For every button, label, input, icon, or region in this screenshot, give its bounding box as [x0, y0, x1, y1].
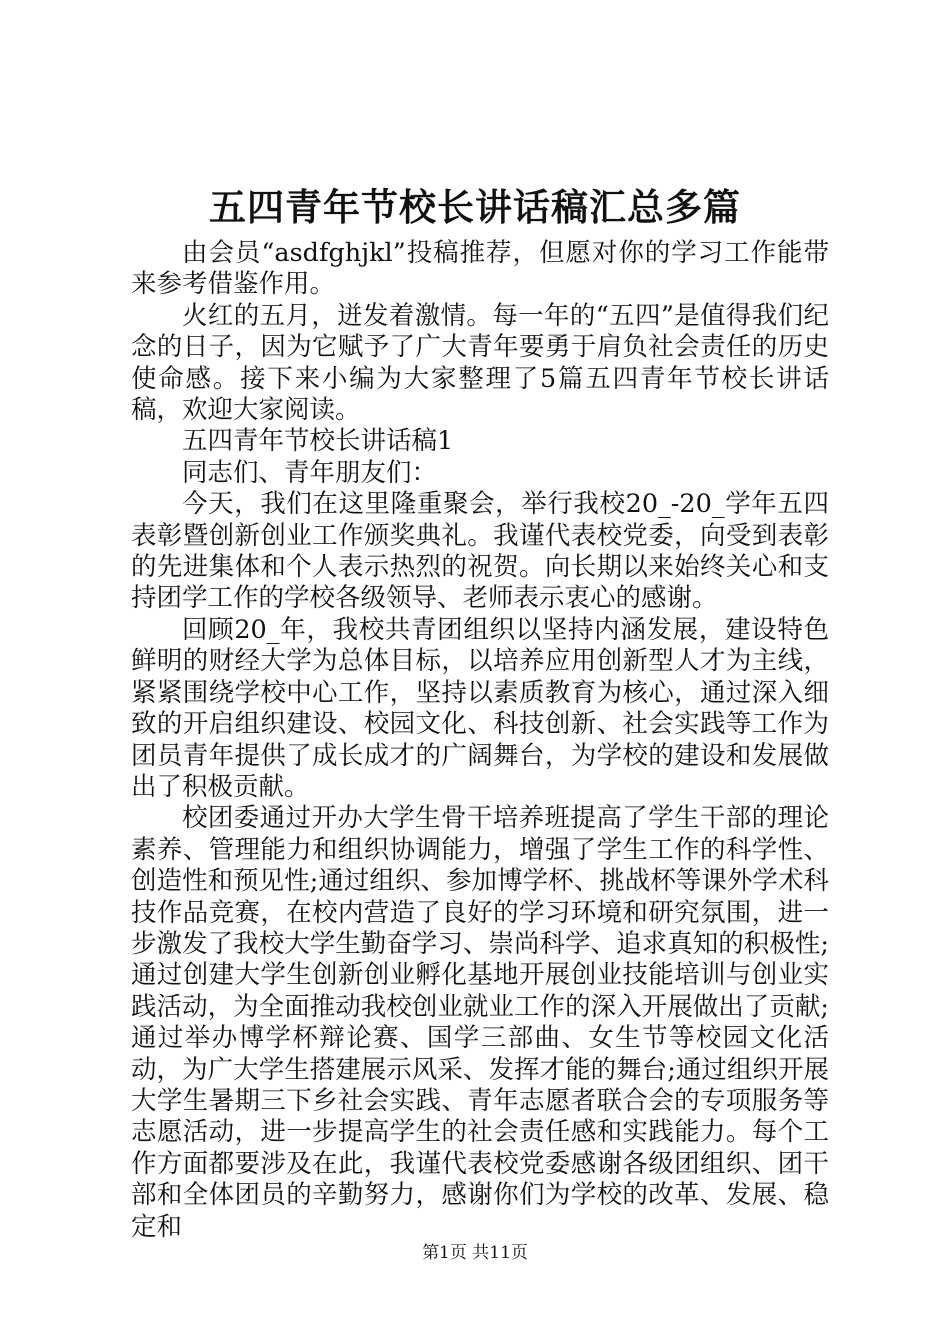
document-body [131, 238, 829, 1243]
page-number-footer: 第1页 共11页 [422, 1243, 528, 1263]
speech-heading: 五四青年节校长讲话稿1 [182, 426, 454, 457]
paragraph-achievements: 校团委通过开办大学生骨干培养班提高了学生干部的理论素养、管理能力和组织协调能力，增强了学生工作的科学性、创造性和预见性;通过组织、参加博学杯、挑战杯等课外学术科技作品竞赛，在校内营造了良好的学习环境和研究氛围，进一步激发了我校大学生勤奋学习、崇尚科学、追求真知的积极性;通过创建大学生创新创业孵化基地开展创业技能培训与创业实践活动，为全面推动我校创业就业工作的深入开展做出了贡献;通过举办博学杯辩论赛、国学三部曲、女生节等校园文化活动，为广大学生搭建展示风采、发挥才能的舞台;通过组织开展大学生暑期三下乡社会实践、青年志愿者联合会的专项服务等志愿活动，进一步提高学生的社会责任感和实践能力。每个工作方面都要涉及在此，我谨代表校党委感谢各级团组织、团干部和全体团员的辛勤努力，感谢你们为学校的改革、发展、稳定和 [131, 803, 829, 1242]
document-title: 五四青年节校长讲话稿汇总多篇 [209, 185, 741, 229]
paragraph-source-note: 由会员“asdfghjkl”投稿推荐，但愿对你的学习工作能带来参考借鉴作用。 [131, 238, 829, 300]
paragraph-intro: 火红的五月，迸发着激情。每一年的“五四”是值得我们纪念的日子，因为它赋予了广大青年要勇于肩负社会责任的历史使命感。接下来小编为大家整理了5篇五四青年节校长讲话稿，欢迎大家阅读。 [131, 300, 829, 426]
paragraph-review: 回顾20_年，我校共青团组织以坚持内涵发展，建设特色鲜明的财经大学为总体目标，以培养应用创新型人才为主线，紧紧围绕学校中心工作，坚持以素质教育为核心，通过深入细致的开启组织建设、校园文化、科技创新、社会实践等工作为团员青年提供了成长成才的广阔舞台，为学校的建设和发展做出了积极贡献。 [131, 614, 829, 802]
speech-salutation: 同志们、青年朋友们： [182, 457, 438, 488]
paragraph-opening: 今天，我们在这里隆重聚会，举行我校20_-20_学年五四表彰暨创新创业工作颁奖典礼。我谨代表校党委，向受到表彰的先进集体和个人表示热烈的祝贺。向长期以来始终关心和支持团学工作的学校各级领导、老师表示衷心的感谢。 [131, 489, 829, 614]
